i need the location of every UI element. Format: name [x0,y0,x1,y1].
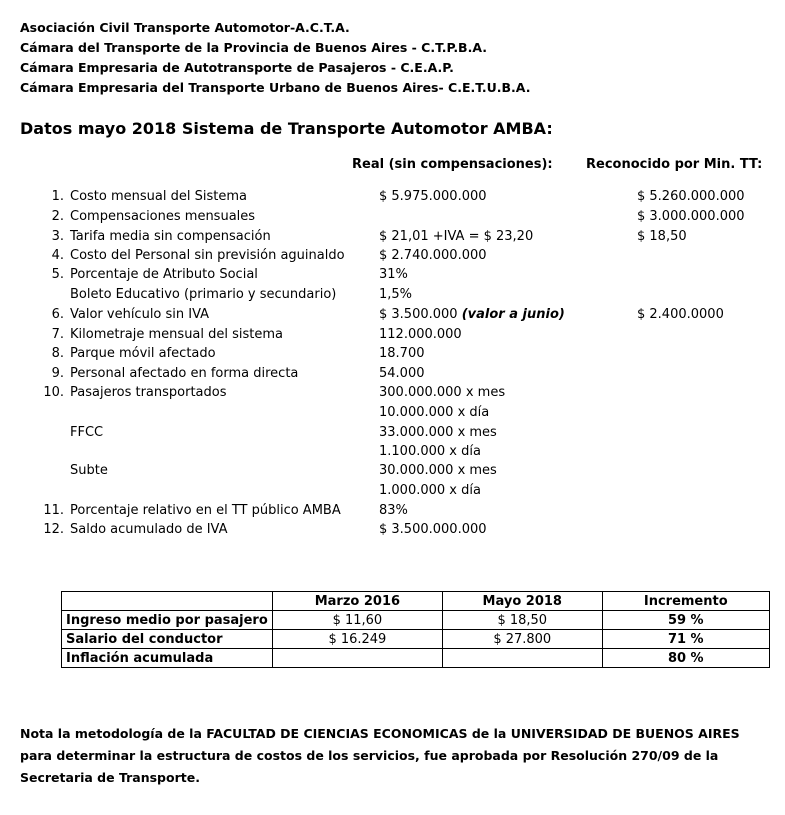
item-real-value: $ 3.500.000.000 [379,522,487,537]
item-reconocido-value: $ 5.260.000.000 [637,189,745,204]
item-number: 7. [51,327,64,342]
table-row [62,611,770,630]
list-item [0,463,785,483]
organization-line: Cámara Empresaria del Transporte Urbano de Buenos Aires- C.E.T.U.B.A. [20,80,531,95]
list-item [0,444,785,464]
methodology-note: Nota la metodología de la FACULTAD DE CIENCIAS ECONOMICAS de la UNIVERSIDAD DE BUENOS AIRES para determinar la estructura de costos de los servicios, fue aprobada por Resolución 270/09 de la Secretaria de Transporte. [20,726,740,785]
item-label: Pasajeros transportados [70,385,227,400]
item-label: Kilometraje mensual del sistema [70,327,284,342]
column-header-reconocido: Reconocido por Min. TT: [586,157,763,172]
table-cell-marzo-2016: $ 11,60 [272,611,442,630]
item-real-note: (valor a junio) [461,307,565,322]
item-real-value: 54.000 [379,366,425,381]
list-item [0,405,785,425]
item-real-value: 10.000.000 x día [379,405,490,420]
item-label: Subte [70,463,108,478]
list-item [0,522,785,542]
item-real-value: $ 21,01 +IVA = $ 23,20 [379,229,534,244]
table-header-empty [62,592,273,611]
item-real-value: $ 2.740.000.000 [379,248,487,263]
table-cell-mayo-2018: $ 18,50 [442,611,602,630]
item-label: Valor vehículo sin IVA [70,307,210,322]
comparison-table [61,591,770,668]
item-number: 9. [51,366,64,381]
item-real-value: 30.000.000 x mes [379,463,497,478]
item-label: Saldo acumulado de IVA [70,522,228,537]
list-item [0,287,785,307]
item-label: Costo mensual del Sistema [70,189,247,204]
item-real-value: 18.700 [379,346,425,361]
item-real-value: 1,5% [379,287,413,302]
list-item [0,425,785,445]
table-cell-incremento: 80 % [602,649,769,668]
item-real-value: 31% [379,267,408,282]
item-number: 3. [51,229,64,244]
item-label: Boleto Educativo (primario y secundario) [70,287,337,302]
list-item [0,503,785,523]
item-label: Porcentaje relativo en el TT público AMBA [70,503,341,518]
item-number: 12. [43,522,64,537]
table-header-incremento: Incremento [602,592,769,611]
list-item [0,189,785,209]
list-item [0,267,785,287]
list-item [0,229,785,249]
table-row-label: Inflación acumulada [62,649,273,668]
organization-line: Asociación Civil Transporte Automotor-A.C.T.A. [20,20,350,35]
list-item [0,209,785,229]
item-number: 6. [51,307,64,322]
item-real-value: 33.000.000 x mes [379,425,497,440]
table-header-mayo-2018: Mayo 2018 [442,592,602,611]
item-real-value: 83% [379,503,408,518]
item-number: 2. [51,209,64,224]
item-reconocido-value: $ 2.400.0000 [637,307,724,322]
table-cell-mayo-2018 [442,649,602,668]
list-item [0,385,785,405]
list-item [0,327,785,347]
table-row [62,630,770,649]
table-cell-marzo-2016 [272,649,442,668]
item-label: Porcentaje de Atributo Social [70,267,258,282]
table-cell-incremento: 71 % [602,630,769,649]
item-real-value: 1.100.000 x día [379,444,481,459]
table-row [62,649,770,668]
item-real-value: 300.000.000 x mes [379,385,506,400]
list-item [0,248,785,268]
item-label: Parque móvil afectado [70,346,216,361]
list-item [0,366,785,386]
list-item [0,307,785,327]
item-number: 1. [51,189,64,204]
item-label: FFCC [70,425,104,440]
item-label: Compensaciones mensuales [70,209,256,224]
table-row-label: Salario del conductor [62,630,273,649]
item-real-value: 1.000.000 x día [379,483,481,498]
table-cell-incremento: 59 % [602,611,769,630]
item-label: Personal afectado en forma directa [70,366,299,381]
table-header-row [62,592,770,611]
table-header-marzo-2016: Marzo 2016 [272,592,442,611]
organization-line: Cámara Empresaria de Autotransporte de Pasajeros - C.E.A.P. [20,60,454,75]
item-real-value [379,307,565,322]
item-reconocido-value: $ 18,50 [637,229,687,244]
item-real-value: 112.000.000 [379,327,462,342]
organization-line: Cámara del Transporte de la Provincia de Buenos Aires - C.T.P.B.A. [20,40,487,55]
page-title: Datos mayo 2018 Sistema de Transporte Automotor AMBA: [20,119,553,138]
table-cell-mayo-2018: $ 27.800 [442,630,602,649]
item-label: Tarifa media sin compensación [70,229,271,244]
column-header-real: Real (sin compensaciones): [352,157,553,172]
item-reconocido-value: $ 3.000.000.000 [637,209,745,224]
item-real-amount: $ 3.500.000 [379,307,458,322]
item-number: 8. [51,346,64,361]
item-number: 5. [51,267,64,282]
item-label: Costo del Personal sin previsión aguinaldo [70,248,345,263]
list-item [0,483,785,503]
item-real-value: $ 5.975.000.000 [379,189,487,204]
table-cell-marzo-2016: $ 16.249 [272,630,442,649]
item-number: 10. [43,385,64,400]
item-number: 4. [51,248,64,263]
item-number: 11. [43,503,64,518]
table-row-label: Ingreso medio por pasajero [62,611,273,630]
list-item [0,346,785,366]
